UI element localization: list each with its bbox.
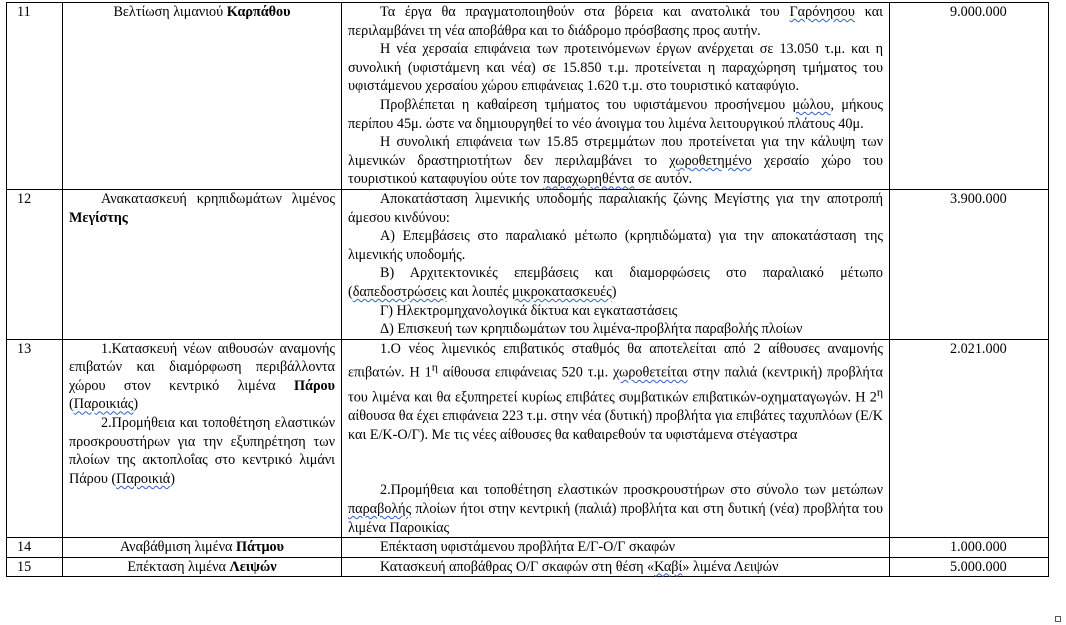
- project-description: [342, 3, 890, 190]
- table-row: [7, 3, 1049, 190]
- budget-amount: 9.000.000: [890, 3, 1049, 190]
- description-paragraph: Δ) Επισκευή των κρηπιδωμάτων του λιμένα-προβλήτα παραβολής πλοίων: [380, 321, 803, 338]
- project-description: [342, 189, 890, 339]
- title-part-1: 1.Κατασκευή νέων αιθουσών αναμονής επιβατών και διαμόρφωση περιβάλλοντα χώρου στον κεντρικό λιμένα Πάρου (Παροικιάς): [69, 340, 335, 413]
- location-name: Καρπάθου: [226, 4, 291, 20]
- description-paragraph: Β) Αρχιτεκτονικές επεμβάσεις και διαμορφώσεις στο παραλιακό μέτωπο (δαπεδοστρώσεις και λοιπές μικροκατασκευές): [348, 265, 883, 300]
- row-number: 13: [7, 339, 63, 537]
- description-paragraph: Προβλέπεται η καθαίρεση τμήματος του υφιστάμενου προσήνεμου μώλου, μήκους περίπου 45μ. ώστε να δημιουργηθεί το νέο άνοιγμα του λιμένα λειτουργικού πλάτους 40μ.: [348, 96, 883, 132]
- project-description: Κατασκευή αποβάθρας Ο/Γ σκαφών στη θέση «Καβί» λιμένα Λειψών: [342, 557, 890, 577]
- description-paragraph: Α) Επεμβάσεις στο παραλιακό μέτωπο (κρηπιδώματα) για την αποκατάσταση της λιμενικής υποδομής.: [348, 228, 883, 263]
- description-paragraph: Τα έργα θα πραγματοποιηθούν στα βόρεια και ανατολικά του Γαρόνησου και περιλαμβάνει τη νέα αποβάθρα και το διάδρομο πρόσβασης προς αυτήν.: [348, 4, 883, 39]
- location-name: Πάρου: [293, 377, 335, 394]
- project-title: [63, 339, 342, 537]
- budget-amount: 2.021.000: [890, 339, 1049, 537]
- description-paragraph: Η συνολική επιφάνεια των 15.85 στρεμμάτων που προτείνεται για την κάλυψη των λιμενικών δραστηριοτήτων δεν περιλαμβάνει το χωροθετημένο χερσαίο χώρο του τουριστικού καταφυγίου ούτε τον παραχωρηθέντα σε αυτόν.: [348, 134, 883, 188]
- budget-amount: 5.000.000: [890, 557, 1049, 577]
- project-description: Επέκταση υφιστάμενου προβλήτα Ε/Γ-Ο/Γ σκαφών: [342, 538, 890, 558]
- row-number: 11: [7, 3, 63, 190]
- project-title: Ανακατασκευή κρηπιδωμάτων λιμένος Μεγίστης: [63, 189, 342, 339]
- project-title: Επέκταση λιμένα Λειψών: [63, 557, 342, 577]
- description-paragraph: 2.Προμήθεια και τοποθέτηση ελαστικών προσκρουστήρων στο σύνολο των μετώπων παραβολής πλοίων ήτοι στην κεντρική (παλιά) προβλήτα και στη δυτική (νέα) προβλήτα του λιμένα Παροικίας: [348, 482, 883, 536]
- table-row: [7, 557, 1049, 577]
- row-number: 14: [7, 538, 63, 558]
- budget-amount: 3.900.000: [890, 189, 1049, 339]
- project-title: Αναβάθμιση λιμένα Πάτμου: [63, 538, 342, 558]
- description-paragraph: Αποκατάσταση λιμενικής υποδομής παραλιακής ζώνης Μεγίστης για την αποτροπή άμεσου κινδύνου:: [348, 190, 883, 226]
- location-name: Πάτμου: [236, 539, 284, 556]
- project-description: [342, 339, 890, 537]
- description-paragraph: Γ) Ηλεκτρομηχανολογικά δίκτυα και εγκαταστάσεις: [380, 302, 678, 319]
- location-name: Λειψών: [229, 558, 277, 575]
- budget-amount: 1.000.000: [890, 538, 1049, 558]
- table-row: [7, 339, 1049, 537]
- projects-table: [6, 2, 1049, 577]
- location-name: Μεγίστης: [69, 209, 128, 226]
- description-paragraph: Η νέα χερσαία επιφάνεια των προτεινόμενων έργων ανέρχεται σε 13.050 τ.μ. και η συνολική (υφιστάμενη και νέα) σε 15.850 τ.μ. προτείνεται η παραχώρηση τμήματος του υφιστάμενου χερσαίου χώρου επιφάνειας 1.620 τ.μ. στο τουριστικό καταφύγιο.: [348, 41, 883, 95]
- table-row: [7, 538, 1049, 558]
- table-resize-handle[interactable]: [1055, 616, 1061, 622]
- table-row: [7, 189, 1049, 339]
- title-part-2: 2.Προμήθεια και τοποθέτηση ελαστικών προσκρουστήρων για την εξυπηρέτηση των πλοίων της ακτοπλοΐας στο κεντρικό λιμάνι Πάρου (Παροικιά): [69, 415, 335, 487]
- description-paragraph: 1.Ο νέος λιμενικός επιβατικός σταθμός θα αποτελείται από 2 αίθουσες αναμονής επιβατών. Η $1^\eta$ αίθουσα επιφάνειας 520 τ.μ. χωροθετείται στην παλιά (κεντρική) προβλήτα του λιμένα και θα εξυπηρετεί κυρίως επιβάτες συμβατικών επιβατικών-οχηματαγωγών. Η $2^\eta$ αίθουσα θα έχει επιφάνεια 223 τ.μ. στην νέα (δυτική) προβλήτα για επιβάτες ταχυπλόων (Ε/Κ και Ε/Κ-Ο/Γ). Με τις νέες αίθουσες θα καθαιρεθούν τα υφιστάμενα στέγαστρα: [348, 340, 883, 443]
- row-number: 12: [7, 189, 63, 339]
- project-title: Βελτίωση λιμανιού Καρπάθου: [63, 3, 342, 190]
- row-number: 15: [7, 557, 63, 577]
